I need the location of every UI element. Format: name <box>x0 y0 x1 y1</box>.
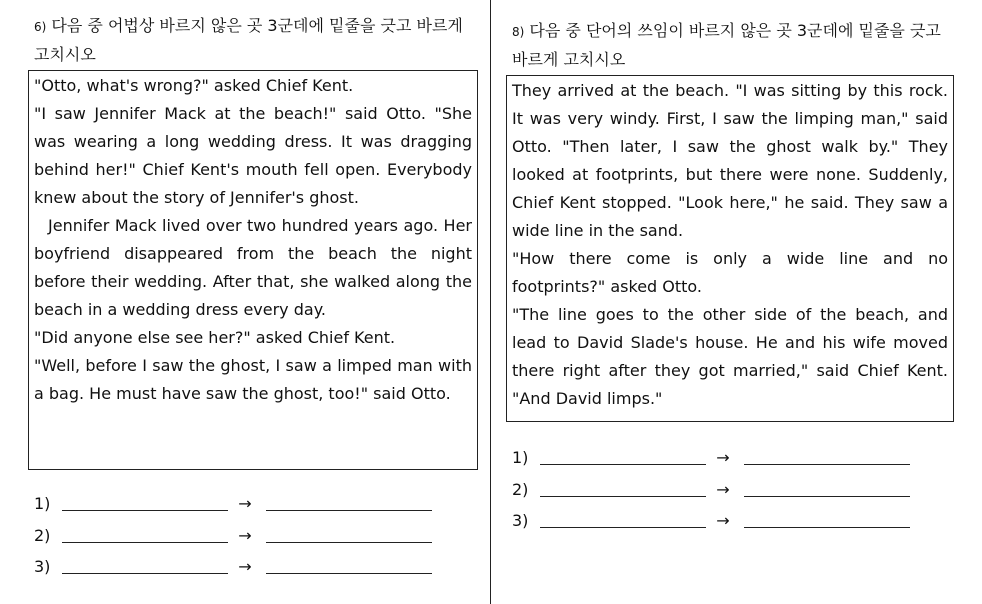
passage-paragraph: "Well, before I saw the ghost, I saw a limped man with a bag. He must have saw the ghost, too!" said Otto. <box>34 356 472 403</box>
passage-box <box>28 70 478 470</box>
question-8-instruction <box>512 17 954 73</box>
answer-blank-before[interactable] <box>540 450 706 465</box>
answer-row <box>512 505 954 537</box>
answer-number: 1) <box>34 494 51 514</box>
arrow-icon: → <box>716 448 730 468</box>
question-number: 8) <box>512 25 525 39</box>
passage-paragraph: Jennifer Mack lived over two hundred years ago. Her boyfriend disappeared from the beach the night before their wedding. After that, she walked along the beach in a wedding dress every day. <box>34 216 472 319</box>
answer-blank-after[interactable] <box>266 528 432 543</box>
answer-number: 3) <box>34 557 51 577</box>
question-number: 6) <box>34 20 47 34</box>
answer-blank-before[interactable] <box>62 559 228 574</box>
arrow-icon: → <box>238 525 252 545</box>
answer-row <box>34 551 478 583</box>
answer-number: 2) <box>512 479 529 499</box>
passage-box <box>506 75 954 422</box>
question-6-instruction <box>34 12 478 68</box>
answer-blank-after[interactable] <box>266 496 432 511</box>
answer-row <box>512 474 954 506</box>
answer-blank-before[interactable] <box>540 482 706 497</box>
passage-paragraph: "Did anyone else see her?" asked Chief Kent. <box>34 328 396 347</box>
passage-paragraph: "The line goes to the other side of the beach, and lead to David Slade's house. He and his wife moved there right after they got married," said Chief Kent. "And David limps." <box>512 305 948 408</box>
question-8 <box>506 0 954 537</box>
answer-blank-before[interactable] <box>62 496 228 511</box>
arrow-icon: → <box>716 511 730 531</box>
answer-blank-after[interactable] <box>266 559 432 574</box>
arrow-icon: → <box>238 494 252 514</box>
answer-number: 3) <box>512 511 529 531</box>
passage-paragraph: "Otto, what's wrong?" asked Chief Kent. <box>34 76 354 95</box>
passage-paragraph: They arrived at the beach. "I was sitting by this rock. It was very windy. First, I saw the limping man," said Otto. "Then later, I saw the ghost walk by." They looked at footprints, but there were none. Suddenly, Chief Kent stopped. "Look here," he said. They saw a wide line in the sand. <box>512 81 948 240</box>
answer-blank-after[interactable] <box>744 450 910 465</box>
answer-row <box>512 442 954 474</box>
answer-blank-after[interactable] <box>744 482 910 497</box>
passage-paragraph: "I saw Jennifer Mack at the beach!" said Otto. "She was wearing a long wedding dress. It was dragging behind her!" Chief Kent's mouth fell open. Everybody knew about the story of Jennifer's ghost. <box>34 104 472 207</box>
question-6 <box>28 0 478 583</box>
arrow-icon: → <box>238 557 252 577</box>
answer-lines <box>34 488 478 583</box>
answer-number: 2) <box>34 525 51 545</box>
passage-paragraph: "How there come is only a wide line and no footprints?" asked Otto. <box>512 249 948 296</box>
answer-lines <box>512 442 954 537</box>
arrow-icon: → <box>716 479 730 499</box>
instruction-text: 다음 중 어법상 바르지 않은 곳 3군데에 밑줄을 긋고 바르게 고치시오 <box>34 16 463 64</box>
answer-blank-before[interactable] <box>62 528 228 543</box>
answer-row <box>34 520 478 552</box>
answer-row <box>34 488 478 520</box>
column-divider <box>490 0 491 604</box>
answer-blank-before[interactable] <box>540 513 706 528</box>
answer-number: 1) <box>512 448 529 468</box>
instruction-text: 다음 중 단어의 쓰임이 바르지 않은 곳 3군데에 밑줄을 긋고 바르게 고치시오 <box>512 21 941 69</box>
answer-blank-after[interactable] <box>744 513 910 528</box>
